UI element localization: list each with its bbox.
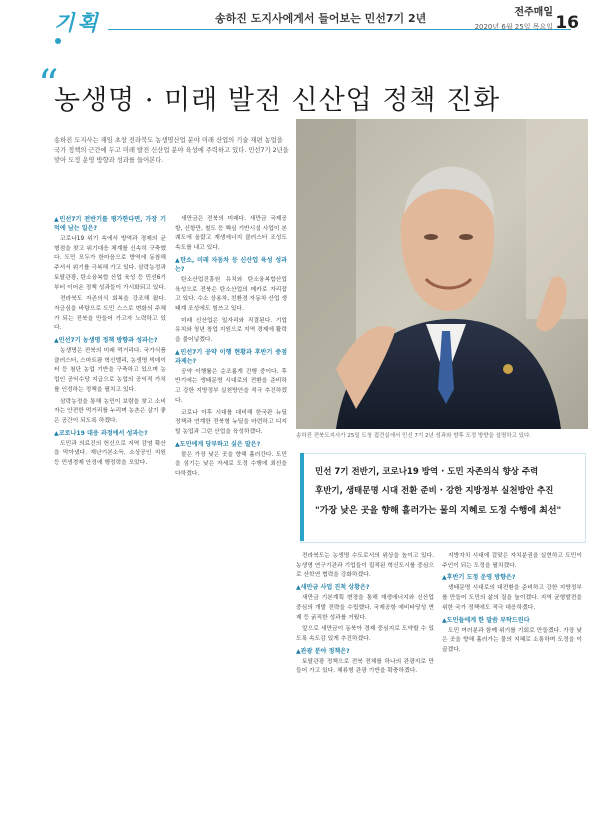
subheading: ▲도민들에게 한 말씀 부탁드린다 bbox=[442, 616, 530, 624]
page-number: 16 bbox=[555, 13, 579, 33]
quote-mark-icon: “ bbox=[38, 62, 59, 108]
dot-icon bbox=[54, 37, 62, 45]
article-column-3 bbox=[296, 552, 434, 823]
subheading: ▲코로나19 대응 과정에서 성과는? bbox=[54, 429, 148, 437]
article-headline: 농생명 · 미래 발전 신산업 정책 진화 bbox=[54, 85, 501, 116]
paragraph: 앞으로 새만금이 동북아 경제 중심지로 도약할 수 있도록 속도감 있게 추진하겠다. bbox=[296, 626, 434, 642]
article-column-1 bbox=[54, 215, 166, 823]
paragraph: 전라북도 자존의식 회복을 강조해 왔다. 자긍심을 바탕으로 도민 스스로 변화의 주체가 되는 전북을 만들어 가고자 노력하고 있다. bbox=[54, 296, 166, 332]
subheading: ▲후반기 도정 운영 방향은? bbox=[442, 574, 516, 582]
newspaper-name: 전주매일 bbox=[514, 7, 553, 18]
paragraph: 탄소산업진흥원 유치와 탄소융복합산업 육성으로 전북은 탄소산업의 메카로 자리잡고 있다. 수소 상용차, 친환경 자동차 산업 생태계 조성에도 힘쓰고 있다. bbox=[175, 276, 287, 312]
subheading: ▲탄소, 미래 자동차 등 신산업 육성 성과는? bbox=[175, 256, 287, 273]
paragraph: 새만금은 전북의 미래다. 새만금 국제공항, 신항만, 철도 등 핵심 기반시설 사업이 본궤도에 올랐고 재생에너지 클러스터 조성도 속도를 내고 있다. bbox=[175, 216, 287, 252]
paragraph: 미래 신산업은 일자리와 직결된다. 기업 유치와 청년 창업 지원으로 지역 경제에 활력을 불어넣겠다. bbox=[175, 317, 287, 344]
paragraph: 새만금 기본계획 변경을 통해 재생에너지와 신산업 중심의 개발 전략을 수립했다. 국제공항 예비타당성 면제 등 굵직한 성과를 거뒀다. bbox=[296, 595, 434, 621]
pull-quote-line-1: 민선 7기 전반기, 코로나19 방역 · 도민 자존의식 향상 주력 bbox=[315, 467, 539, 477]
pull-quote-line-2: 후반기, 생태문명 시대 전환 준비 · 강한 지방정부 실천방안 추진 bbox=[315, 486, 554, 496]
article-column-2 bbox=[175, 215, 287, 823]
subheading: ▲민선7기 전반기를 평가한다면, 가장 기억에 남는 일은? bbox=[54, 216, 166, 232]
paragraph: 토탈관광 정책으로 전북 전체를 하나의 관광지로 만들어 가고 있다. 체류형 관광 기반을 확충하겠다. bbox=[296, 658, 434, 675]
paragraph: 삼락농정을 통해 농민이 보람을 찾고 소비자는 안전한 먹거리를 누리며 농촌은 살기 좋은 공간이 되도록 하겠다. bbox=[54, 398, 166, 424]
subheading: ▲도민에게 당부하고 싶은 말은? bbox=[175, 440, 261, 448]
subheading: ▲민선7기 공약 이행 현황과 후반기 중점 과제는? bbox=[175, 348, 287, 365]
article-photo bbox=[296, 119, 588, 429]
issue-date: 2020년 6월 25일 목요일 bbox=[474, 23, 553, 31]
series-title: 송하진 도지사에게서 들어보는 민선7기 2년 bbox=[215, 12, 427, 25]
subheading: ▲민선7기 농생명 정책 방향과 성과는? bbox=[54, 337, 158, 345]
photo-caption: 송하진 전북도지사가 25일 도청 접견실에서 민선 7기 2년 성과와 향후 도정 방향을 설명하고 있다. bbox=[296, 433, 532, 439]
page-header bbox=[0, 0, 591, 40]
paragraph: 공약 이행률은 순조롭게 진행 중이다. 후반기에는 생태문명 시대로의 전환을 준비하고 강한 지방정부 실천방안을 적극 추진하겠다. bbox=[175, 368, 287, 404]
pull-quote-line-3: "가장 낮은 곳을 향해 흘러가는 물의 지혜로 도정 수행에 최선" bbox=[315, 506, 562, 516]
paragraph: 도민과 의료진의 헌신으로 지역 감염 확산을 막아냈다. 재난기본소득, 소상공인 지원 등 민생경제 안정에 행정력을 모았다. bbox=[54, 440, 166, 467]
subheading: ▲관광 분야 정책은? bbox=[296, 647, 350, 655]
paragraph: 생태문명 시대로의 대전환을 준비하고 강한 지방정부를 만들어 도민의 삶의 질을 높이겠다. 지역 균형발전을 위한 국가 정책에도 적극 대응하겠다. bbox=[442, 585, 582, 611]
paragraph: 물은 가장 낮은 곳을 향해 흘러간다. 도민을 섬기는 낮은 자세로 도정 수행에 최선을 다하겠다. bbox=[175, 451, 287, 478]
article-column-4 bbox=[442, 552, 582, 823]
subheading: ▲새만금 사업 진척 상황은? bbox=[296, 584, 370, 592]
section-label: 기획 bbox=[54, 10, 101, 35]
paragraph: 농생명은 전북의 미래 먹거리다. 국가식품클러스터, 스마트팜 혁신밸리, 농생명 빅데이터 등 첨단 농업 기반을 구축하고 있으며 농업인 공익수당 지급으로 농업의 공익적 가치를 인정하는 정책을 펼치고 있다. bbox=[54, 348, 166, 393]
lead-paragraph: 송하진 도지사는 재임 초창 전라북도 농생명산업 분야 미래 산업의 기술 재편 농업을 국가 정책의 근간에 두고 미래 발전 신산업 분야 육성에 주력하고 있다. 민선7기 2년을 맞아 도정 운영 방향과 성과를 들어본다. bbox=[54, 137, 289, 164]
paragraph: 코로나 이후 시대를 대비해 한국판 뉴딜 정책과 연계한 전북형 뉴딜을 마련하고 디지털 농업과 그린 산업을 육성하겠다. bbox=[175, 409, 287, 435]
paragraph: 코로나19 위기 속에서 방역과 경제의 균형점을 찾고 위기대응 체계를 신속히 구축했다. 도민 모두가 한마음으로 방역에 동참해 주셔서 위기를 극복해 가고 있다. 삼락농정과 토탈관광, 탄소융복합 산업 육성 등 민선6기부터 이어온 정책 성과들이 가시화되고 있다. bbox=[54, 236, 166, 291]
paragraph: 지방자치 시대에 걸맞은 자치분권을 실현하고 도민이 주인이 되는 도정을 펼치겠다. bbox=[442, 553, 582, 569]
governor-photo-image bbox=[296, 119, 588, 429]
paragraph: 도민 여러분과 함께 위기를 기회로 만들겠다. 가장 낮은 곳을 향해 흘러가는 물의 지혜로 소통하며 도정을 이끌겠다. bbox=[442, 627, 582, 653]
paragraph: 전라북도는 농생명 수도로서의 위상을 높이고 있다. 농생명 연구기관과 기업들이 집적된 혁신도시를 중심으로 산학연 협력을 강화하겠다. bbox=[296, 553, 434, 579]
pull-quote-bar bbox=[300, 453, 304, 541]
